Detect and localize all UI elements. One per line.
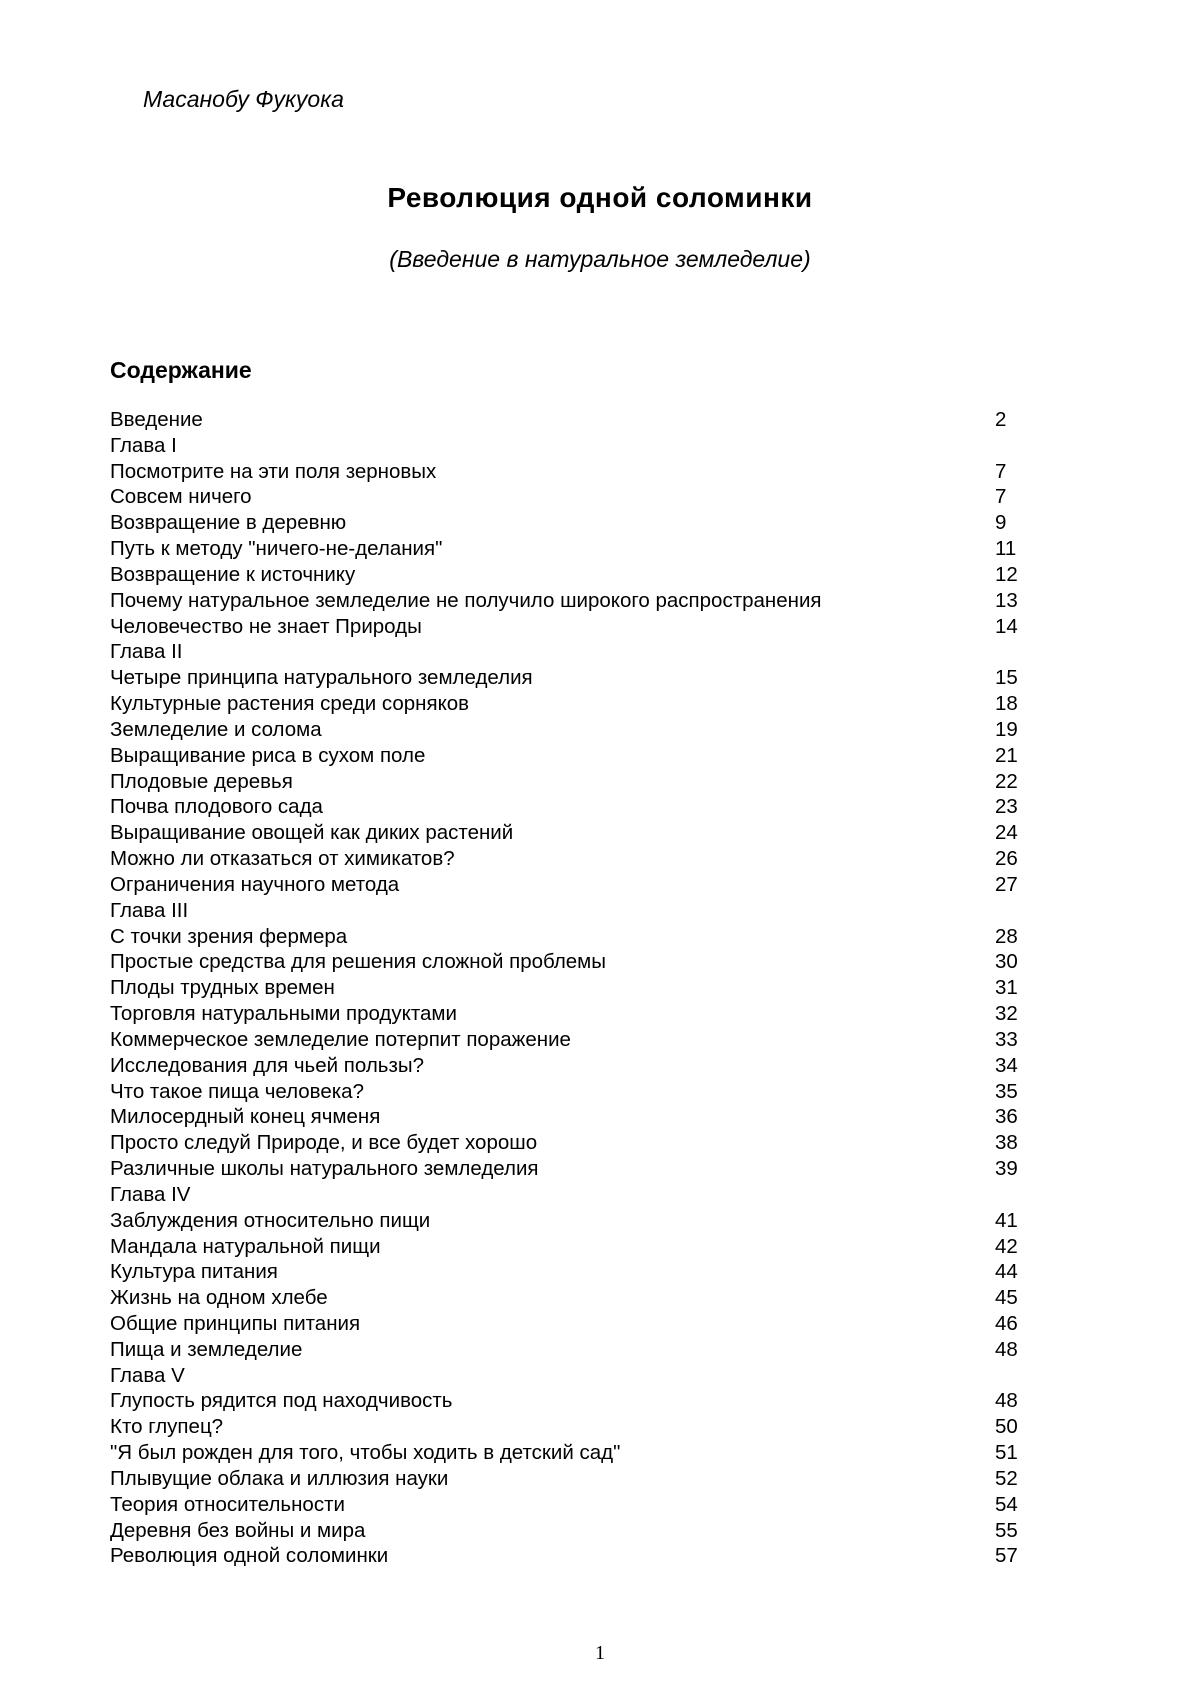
toc-entry-page: 13 [995, 588, 1018, 612]
toc-entry-page: 15 [995, 666, 1018, 690]
toc-entry-title: Совсем ничего [110, 485, 252, 509]
toc-entry-title: Революция одной соломинки [110, 1544, 389, 1568]
page-number: 1 [595, 1642, 605, 1664]
toc-entry-page: 26 [995, 847, 1018, 871]
toc-entry-page: 7 [995, 459, 1007, 483]
toc-entry [110, 1259, 1020, 1285]
toc-entry [110, 510, 1020, 536]
toc-entry-page: 39 [995, 1157, 1018, 1181]
toc-entry-page: 23 [995, 795, 1018, 819]
toc-entry-title: Общие принципы питания [110, 1311, 361, 1335]
toc-entry [110, 536, 1020, 562]
toc-entry [110, 484, 1020, 510]
toc-entry [110, 1414, 1020, 1440]
toc-entry [110, 794, 1020, 820]
toc-entry-title: Путь к методу "ничего-не-делания" [110, 537, 443, 561]
toc-entry [110, 1130, 1020, 1156]
author-name: Масанобу Фукуока [143, 86, 344, 112]
toc-entry [110, 820, 1020, 846]
toc-entry-title: Глава II [110, 640, 183, 664]
toc-entry-title: Четыре принципа натурального земледелия [110, 666, 533, 690]
toc-entry-title: Возвращение к источнику [110, 562, 356, 586]
toc-entry-title: Кто глупец? [110, 1415, 224, 1439]
toc-entry-page: 21 [995, 743, 1018, 767]
table-of-contents [110, 407, 1020, 1569]
toc-entry-title: Посмотрите на эти поля зерновых [110, 459, 437, 483]
toc-entry-title: Милосердный конец ячменя [110, 1105, 381, 1129]
toc-entry [110, 1001, 1020, 1027]
toc-entry-page: 18 [995, 692, 1018, 716]
toc-entry-page: 38 [995, 1131, 1018, 1155]
toc-chapter-heading [110, 1182, 1020, 1208]
toc-entry [110, 1234, 1020, 1260]
toc-entry [110, 1518, 1020, 1544]
toc-entry-title: С точки зрения фермера [110, 924, 348, 948]
toc-entry-title: Глава IV [110, 1182, 191, 1206]
toc-entry [110, 1311, 1020, 1337]
toc-entry [110, 665, 1020, 691]
toc-entry [110, 614, 1020, 640]
toc-entry-title: Можно ли отказаться от химикатов? [110, 847, 455, 871]
toc-entry-title: Культурные растения среди сорняков [110, 692, 470, 716]
toc-entry [110, 872, 1020, 898]
toc-entry-page: 34 [995, 1053, 1018, 1077]
toc-entry-title: Исследования для чьей пользы? [110, 1053, 424, 1077]
toc-entry-title: Ограничения научного метода [110, 872, 400, 896]
toc-entry [110, 846, 1020, 872]
toc-entry [110, 1104, 1020, 1130]
toc-entry-title: Плодовые деревья [110, 769, 293, 793]
toc-entry-title: Плоды трудных времен [110, 976, 335, 1000]
toc-entry [110, 691, 1020, 717]
toc-entry-title: "Я был рожден для того, чтобы ходить в детский сад" [110, 1441, 621, 1465]
toc-entry [110, 459, 1020, 485]
toc-entry-title: Земледелие и солома [110, 717, 322, 741]
toc-entry-page: 57 [995, 1544, 1018, 1568]
toc-chapter-heading [110, 1363, 1020, 1389]
toc-entry-page: 41 [995, 1208, 1018, 1232]
toc-entry-title: Коммерческое земледелие потерпит поражение [110, 1027, 571, 1051]
toc-entry [110, 743, 1020, 769]
toc-entry-page: 44 [995, 1260, 1018, 1284]
toc-entry-title: Введение [110, 408, 203, 431]
toc-entry [110, 1388, 1020, 1414]
toc-chapter-heading [110, 898, 1020, 924]
toc-entry-page: 55 [995, 1518, 1018, 1542]
toc-entry-title: Возвращение в деревню [110, 511, 347, 535]
toc-entry-title: Теория относительности [110, 1492, 345, 1516]
toc-entry [110, 1492, 1020, 1518]
toc-entry-title: Глава III [110, 898, 189, 922]
toc-entry-page: 35 [995, 1079, 1018, 1103]
toc-entry-title: Торговля натуральными продуктами [110, 1002, 457, 1026]
toc-entry-page: 28 [995, 924, 1018, 948]
toc-entry [110, 717, 1020, 743]
toc-entry [110, 769, 1020, 795]
toc-entry [110, 1337, 1020, 1363]
toc-entry-title: Глава V [110, 1363, 185, 1387]
toc-chapter-heading [110, 639, 1020, 665]
document-subtitle: (Введение в натуральное земледелие) [389, 246, 811, 272]
toc-entry-page: 19 [995, 717, 1018, 741]
toc-entry [110, 1285, 1020, 1311]
toc-entry-title: Пища и земледелие [110, 1337, 303, 1361]
toc-entry [110, 1027, 1020, 1053]
toc-entry [110, 562, 1020, 588]
toc-entry-page: 54 [995, 1492, 1018, 1516]
toc-heading: Содержание [110, 357, 252, 383]
toc-entry-page: 48 [995, 1337, 1018, 1361]
toc-entry-page: 2 [995, 408, 1007, 431]
toc-entry-title: Жизнь на одном хлебе [110, 1286, 328, 1310]
toc-entry-title: Деревня без войны и мира [110, 1518, 366, 1542]
toc-chapter-heading [110, 433, 1020, 459]
toc-entry [110, 1053, 1020, 1079]
toc-entry-title: Различные школы натурального земледелия [110, 1157, 539, 1181]
toc-entry-title: Плывущие облака и иллюзия науки [110, 1466, 449, 1490]
toc-entry-page: 30 [995, 950, 1018, 974]
toc-entry-page: 42 [995, 1234, 1018, 1258]
toc-entry-page: 52 [995, 1466, 1018, 1490]
toc-entry-title: Человечество не знает Природы [110, 614, 422, 638]
toc-entry-page: 32 [995, 1002, 1018, 1026]
toc-entry-page: 31 [995, 976, 1018, 1000]
toc-entry-page: 22 [995, 769, 1018, 793]
toc-entry-page: 9 [995, 511, 1007, 535]
toc-entry-page: 46 [995, 1311, 1018, 1335]
toc-entry [110, 1156, 1020, 1182]
toc-entry-title: Мандала натуральной пищи [110, 1234, 381, 1258]
toc-entry-title: Заблуждения относительно пищи [110, 1208, 431, 1232]
toc-entry-title: Культура питания [110, 1260, 278, 1284]
toc-entry-page: 11 [995, 537, 1017, 561]
toc-entry [110, 1440, 1020, 1466]
toc-entry [110, 1208, 1020, 1234]
toc-entry-page: 51 [995, 1441, 1018, 1465]
toc-entry [110, 949, 1020, 975]
toc-entry-page: 36 [995, 1105, 1018, 1129]
toc-entry-page: 7 [995, 485, 1007, 509]
toc-entry-title: Выращивание риса в сухом поле [110, 743, 426, 767]
toc-entry-page: 14 [995, 614, 1018, 638]
toc-entry-page: 12 [995, 562, 1018, 586]
toc-entry-title: Выращивание овощей как диких растений [110, 821, 514, 845]
toc-entry [110, 1079, 1020, 1105]
toc-entry [110, 924, 1020, 950]
toc-entry-page: 48 [995, 1389, 1018, 1413]
toc-entry-title: Почва плодового сада [110, 795, 323, 819]
toc-entry-page: 27 [995, 872, 1018, 896]
toc-entry-page: 24 [995, 821, 1018, 845]
toc-entry-title: Просто следуй Природе, и все будет хорошо [110, 1131, 538, 1155]
toc-entry [110, 1543, 1020, 1569]
toc-entry-title: Простые средства для решения сложной проблемы [110, 950, 607, 974]
toc-entry [110, 407, 1020, 433]
toc-entry-title: Глупость рядится под находчивость [110, 1389, 453, 1413]
toc-entry-title: Глава I [110, 433, 177, 457]
toc-entry-page: 50 [995, 1415, 1018, 1439]
toc-entry [110, 588, 1020, 614]
toc-entry [110, 1466, 1020, 1492]
toc-entry [110, 975, 1020, 1001]
toc-entry-page: 45 [995, 1286, 1018, 1310]
toc-entry-page: 33 [995, 1027, 1018, 1051]
document-title: Революция одной соломинки [387, 182, 813, 213]
toc-entry-title: Почему натуральное земледелие не получило широкого распространения [110, 588, 822, 612]
toc-entry-title: Что такое пища человека? [110, 1079, 364, 1103]
